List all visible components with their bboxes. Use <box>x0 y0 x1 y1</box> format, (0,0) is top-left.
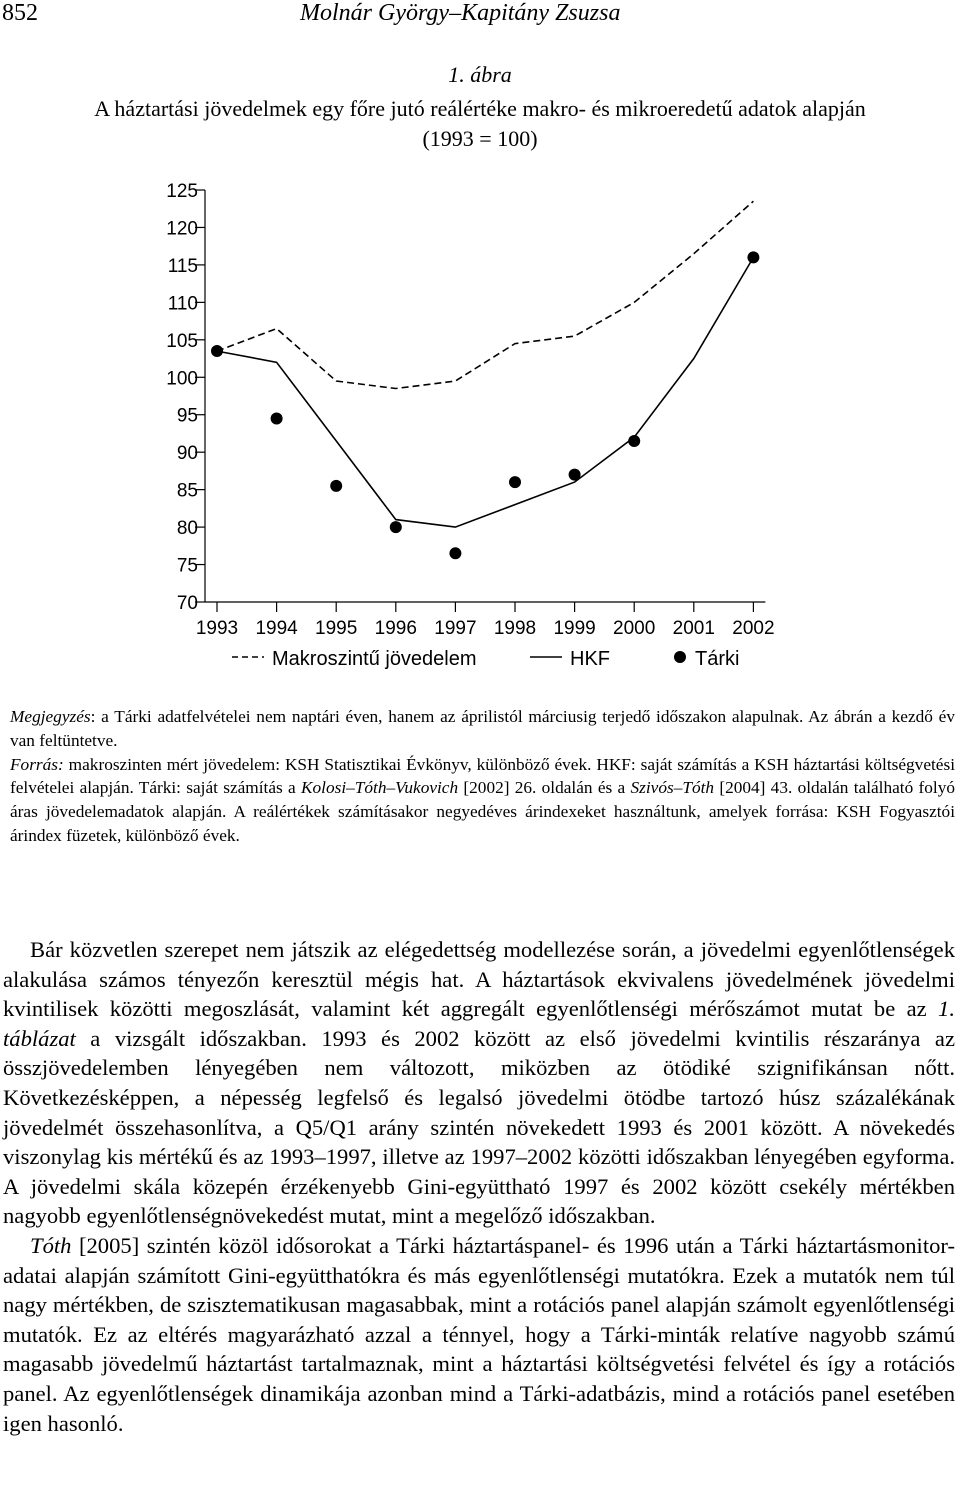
tarki-data-point <box>449 547 461 559</box>
running-head: Molnár György–Kapitány Zsuzsa <box>300 0 621 26</box>
y-tick-label: 75 <box>176 555 198 577</box>
paragraph <box>3 935 955 1231</box>
tarki-data-point <box>330 480 342 492</box>
y-tick-label: 100 <box>166 368 198 390</box>
y-tick-label: 70 <box>176 593 198 614</box>
x-tick-label: 1993 <box>195 618 239 639</box>
chart-series <box>211 201 759 559</box>
x-tick-label: 1995 <box>315 618 358 639</box>
source-paragraph <box>10 753 955 848</box>
y-tick-label: 125 <box>166 181 198 202</box>
source-reference: Kolosi–Tóth–Vukovich <box>301 778 459 798</box>
page-header <box>0 0 960 34</box>
paragraph-text: Bár közvetlen szerepet nem játszik az elégedettség modellezése során, a jövedelmi egyenlőtlenségek alakulása számos tényezőn keresztül mégis hat. A háztartások ekvivalens jövedelmének jövedelmi kvintilisek közötti megoszlását, valamint két aggregált egyenlőtlenségi mérőszámot mutat be az <box>3 937 955 1022</box>
chart-legend <box>232 648 739 670</box>
y-tick-label: 120 <box>166 218 198 240</box>
y-tick-label: 115 <box>167 255 198 277</box>
paragraph-text: [2005] szintén közöl idősorokat a Tárki háztartáspanel- és 1996 után a Tárki háztartásmonitor-adatai alapján számított Gini-együtthatókra és más egyenlőtlenségi mutatókra. Ezek a mutatók nem túl nagy mértékben, de szisztematikusan magasabbak, mint a rotációs panel alapján számolt egyenlőtlenségi mutatók. Ez az eltérés magyarázható azzal a ténnyel, hogy a Tárki-minták relatíve nagyobb számú magasabb jövedelmű háztartást tartalmaznak, mint a háztartási költségvetési felvétel és így a rotációs panel. Az egyenlőtlenségek dinamikája azonban mind a Tárki-adatbázis, mind a rotációs panel esetében igen hasonló. <box>3 1232 955 1436</box>
tarki-data-point <box>569 469 581 481</box>
y-tick-label: 95 <box>176 405 198 427</box>
legend-circle-marker <box>674 651 686 663</box>
macro-income-line <box>217 201 753 388</box>
tarki-data-point <box>211 345 223 357</box>
x-tick-label: 2001 <box>672 618 715 639</box>
legend-label-hkf: HKF <box>570 648 610 670</box>
body-text <box>3 935 955 1438</box>
legend-label-tarki: Tárki <box>695 648 740 670</box>
chart-axes <box>166 181 774 639</box>
y-tick-label: 85 <box>176 480 198 502</box>
x-tick-label: 1999 <box>553 618 596 639</box>
source-reference: Szivós–Tóth <box>630 778 715 798</box>
figure-number: 1. ábra <box>448 62 512 87</box>
paragraph <box>3 1231 955 1438</box>
figure-notes <box>10 705 955 848</box>
paragraph-text: a vizsgált időszakban. 1993 és 2002 között az első jövedelmi kvintilis részaránya az összjövedelemben lényegében nem változott, miközben az ötödiké szignifikánsan nőtt. Következésképpen, a népesség legfelső és legalsó jövedelmi ötödbe tartozó húsz százalékának jövedelmét összehasonlítva, a Q5/Q1 arány szintén növekedett 1993 és 2001 között. A növekedés viszonylag kis mértékű és az 1993–1997, illetve az 1997–2002 közötti időszakban lényegében egyforma. A jövedelmi skála közepén érzékenyebb Gini-együttható 1997 és 2002 között csekély mértékben nagyobb egyenlőtlenségnövekedést mutat, mint a megelőző időszakban. <box>3 1025 955 1229</box>
note-text: : a Tárki adatfelvételei nem naptári éven, hanem az áprilistól márciusig terjedő időszakon alapulnak. Az ábrán a kezdő év van feltüntetve. <box>10 707 955 750</box>
x-tick-label: 1998 <box>493 618 537 639</box>
note-label: Megjegyzés <box>10 707 91 726</box>
x-tick-label: 1994 <box>255 618 298 639</box>
tarki-data-point <box>509 476 521 488</box>
table-reference: 1. táblázat <box>3 996 955 1051</box>
source-label: Forrás: <box>10 754 64 774</box>
source-text: [2004] 43. oldalán található folyó áras jövedelemadatok alapján. A reálértékek számításakor negyedéves árindexeket használtunk, amelyek forrása: KSH Fogyasztói árindex füzetek, különböző évek. <box>10 778 955 845</box>
page-number: 852 <box>2 0 38 26</box>
x-tick-label: 2000 <box>613 618 656 639</box>
note-paragraph <box>10 705 955 753</box>
tarki-data-point <box>271 412 283 424</box>
x-tick-label: 2002 <box>732 618 775 639</box>
tarki-data-point <box>390 521 402 533</box>
source-text: [2002] 26. oldalán és a <box>458 778 631 798</box>
y-tick-label: 80 <box>176 518 198 540</box>
tarki-data-point <box>628 435 640 447</box>
legend-label-macro: Makroszintű jövedelem <box>272 648 477 670</box>
source-text: makroszinten mért jövedelem: KSH Statisztikai Évkönyv, különböző évek. HKF: saját számítás a KSH háztartási költségvetési felvételei alapján. Tárki: saját számítás a <box>10 754 955 798</box>
tarki-data-point <box>747 251 759 263</box>
x-tick-label: 1997 <box>434 618 477 639</box>
citation-reference: Tóth <box>30 1232 72 1258</box>
figure-subcaption: (1993 = 100) <box>422 126 538 151</box>
x-tick-label: 1996 <box>374 618 417 639</box>
line-chart <box>0 160 960 690</box>
hkf-line <box>217 257 753 527</box>
y-tick-label: 105 <box>166 330 198 352</box>
y-tick-label: 110 <box>167 293 198 315</box>
figure-caption: A háztartási jövedelmek egy főre jutó reálértéke makro- és mikroeredetű adatok alapján <box>94 96 866 121</box>
y-tick-label: 90 <box>176 443 198 465</box>
